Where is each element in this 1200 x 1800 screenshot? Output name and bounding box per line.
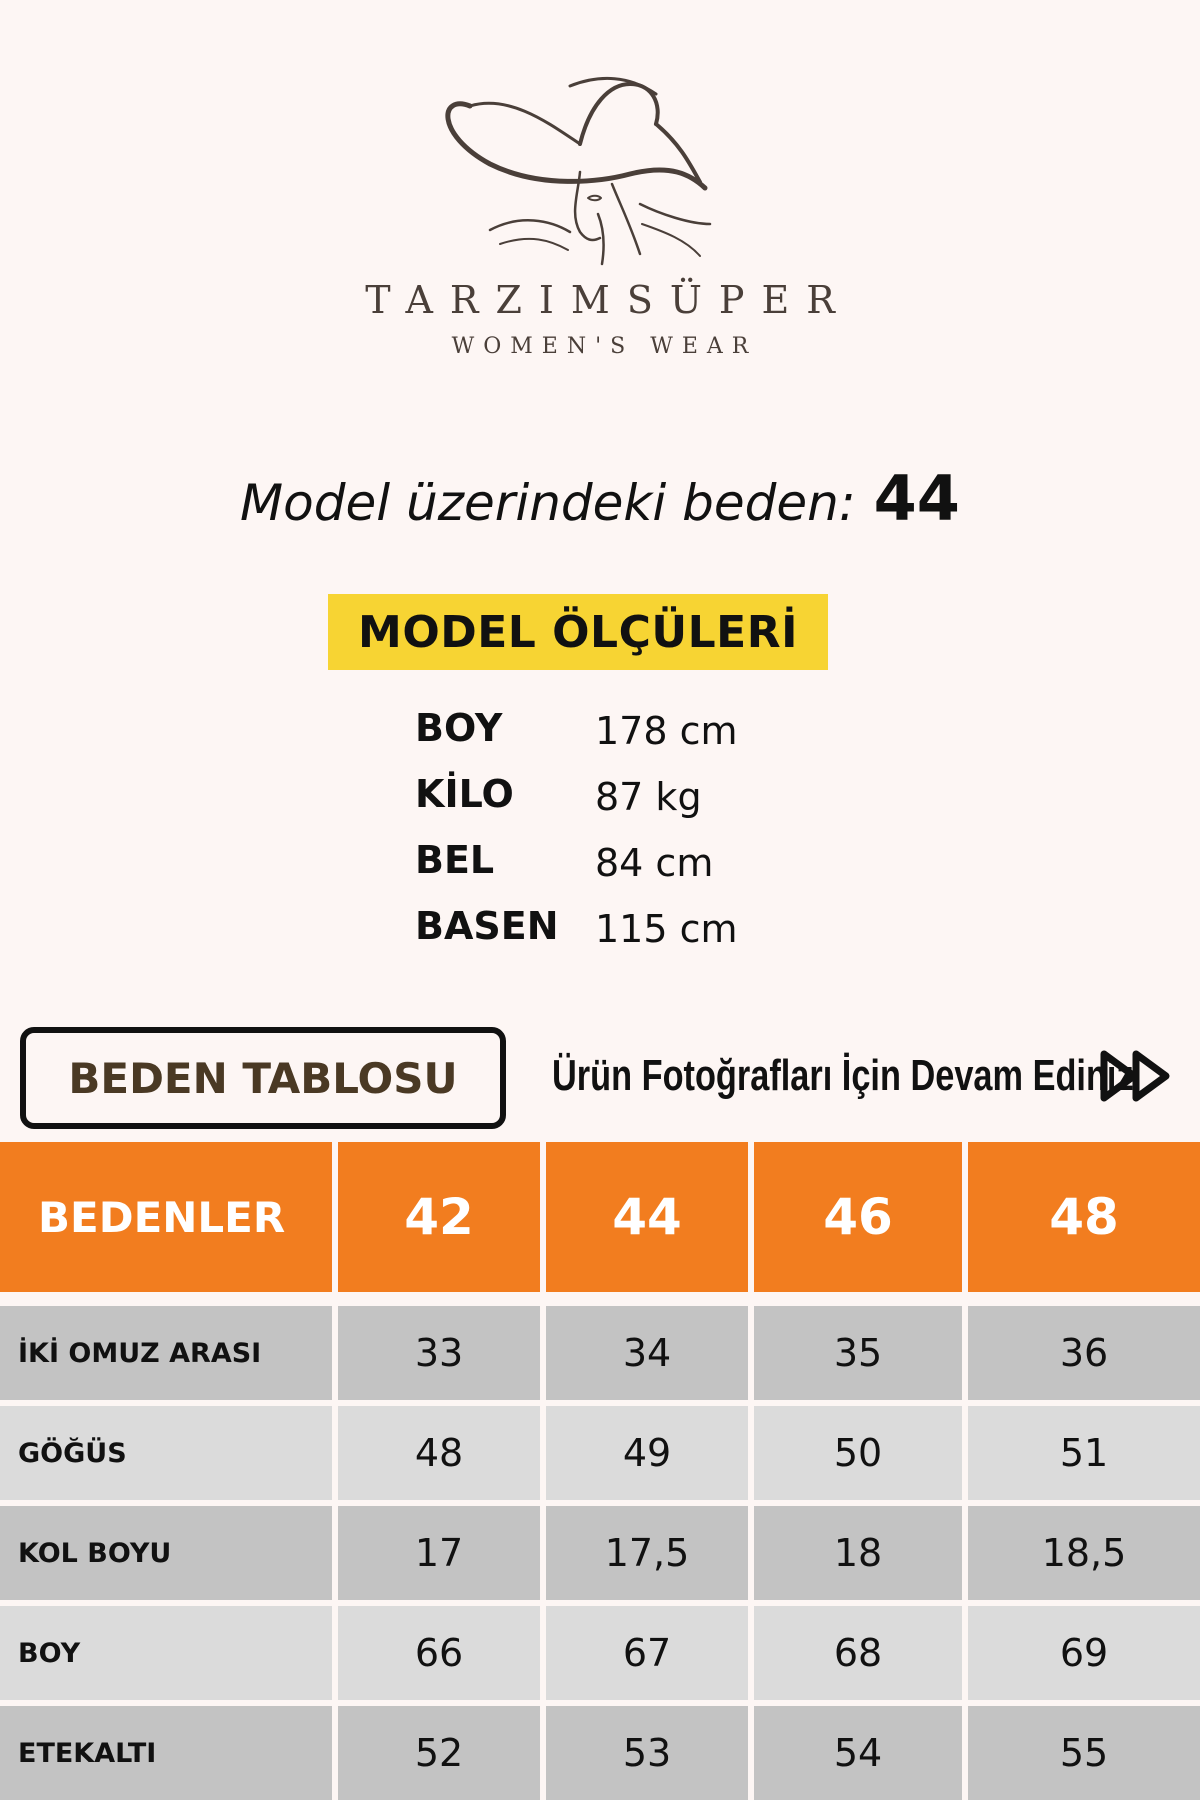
row-label: KOL BOYU xyxy=(0,1500,338,1600)
table-cell: 54 xyxy=(754,1700,968,1800)
measurement-key: BEL xyxy=(415,838,495,882)
table-cell: 18,5 xyxy=(968,1500,1200,1600)
row-label: GÖĞÜS xyxy=(0,1400,338,1500)
table-cell: 49 xyxy=(546,1400,754,1500)
model-size-label: Model üzerindeki beden: xyxy=(240,474,856,532)
measurement-row xyxy=(415,695,835,761)
table-cell: 50 xyxy=(754,1400,968,1500)
measurement-key: KİLO xyxy=(415,772,514,816)
table-cell: 69 xyxy=(968,1600,1200,1700)
table-row xyxy=(0,1400,1200,1500)
model-measurements-title: MODEL ÖLÇÜLERİ xyxy=(358,606,798,658)
measurement-value: 178 cm xyxy=(595,709,738,753)
model-size-value: 44 xyxy=(873,462,960,535)
measurement-row xyxy=(415,893,835,959)
table-cell: 34 xyxy=(546,1292,754,1400)
brand-logo-icon xyxy=(430,64,770,274)
measurement-row xyxy=(415,761,835,827)
table-cell: 17 xyxy=(338,1500,546,1600)
size-header: 44 xyxy=(546,1142,754,1292)
fast-forward-icon xyxy=(1098,1048,1174,1104)
size-chart-button[interactable] xyxy=(20,1027,506,1129)
model-size-line xyxy=(0,462,1200,535)
table-cell: 66 xyxy=(338,1600,546,1700)
row-label: BOY xyxy=(0,1600,338,1700)
model-measurements-list xyxy=(415,695,835,959)
measurement-key: BOY xyxy=(415,706,503,750)
table-row xyxy=(0,1600,1200,1700)
size-header: 48 xyxy=(968,1142,1200,1292)
model-measurements-badge xyxy=(328,594,828,670)
table-cell: 55 xyxy=(968,1700,1200,1800)
table-cell: 51 xyxy=(968,1400,1200,1500)
measurement-value: 87 kg xyxy=(595,775,702,819)
measurement-value: 84 cm xyxy=(595,841,714,885)
continue-text: Ürün Fotoğrafları İçin Devam Ediniz xyxy=(552,1051,1134,1100)
size-chart-button-label: BEDEN TABLOSU xyxy=(68,1053,458,1103)
table-cell: 68 xyxy=(754,1600,968,1700)
continue-to-photos[interactable] xyxy=(552,1044,1192,1108)
table-cell: 18 xyxy=(754,1500,968,1600)
table-cell: 67 xyxy=(546,1600,754,1700)
size-header: 42 xyxy=(338,1142,546,1292)
measurement-key: BASEN xyxy=(415,904,559,948)
measurement-row xyxy=(415,827,835,893)
brand-name: TARZIMSÜPER xyxy=(365,278,852,322)
table-cell: 33 xyxy=(338,1292,546,1400)
table-row xyxy=(0,1700,1200,1800)
measurement-value: 115 cm xyxy=(595,907,738,951)
table-cell: 17,5 xyxy=(546,1500,754,1600)
size-table-header xyxy=(0,1142,1200,1292)
table-cell: 52 xyxy=(338,1700,546,1800)
table-row xyxy=(0,1292,1200,1400)
table-cell: 53 xyxy=(546,1700,754,1800)
table-cell: 36 xyxy=(968,1292,1200,1400)
table-cell: 35 xyxy=(754,1292,968,1400)
size-header: 46 xyxy=(754,1142,968,1292)
row-label: ETEKALTI xyxy=(0,1700,338,1800)
table-cell: 48 xyxy=(338,1400,546,1500)
row-label: İKİ OMUZ ARASI xyxy=(0,1292,338,1400)
sizes-header-label: BEDENLER xyxy=(0,1142,338,1292)
size-table xyxy=(0,1142,1200,1800)
brand-tagline: WOMEN'S WEAR xyxy=(451,334,758,359)
table-row xyxy=(0,1500,1200,1600)
